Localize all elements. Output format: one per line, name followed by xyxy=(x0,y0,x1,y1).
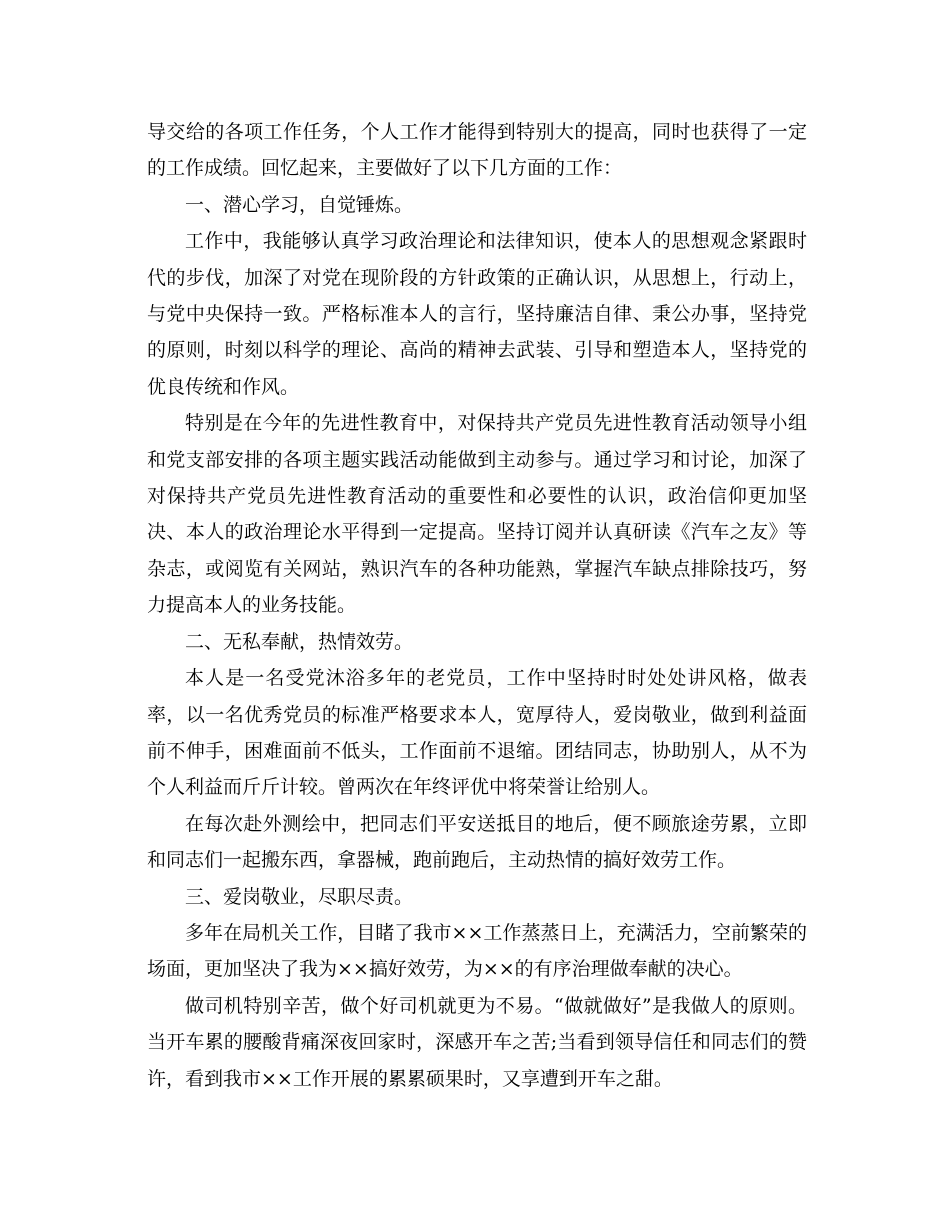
document-body xyxy=(147,114,807,1097)
paragraph-intro: 导交给的各项工作任务，个人工作才能得到特别大的提高，同时也获得了一定的工作成绩。回忆起来，主要做好了以下几方面的工作： xyxy=(147,121,807,180)
paragraph-education: 特别是在今年的先进性教育中，对保持共产党员先进性教育活动领导小组和党支部安排的各项主题实践活动能做到主动参与。通过学习和讨论，加深了对保持共产党员先进性教育活动的重要性和必要性的认识，政治信仰更加坚决、本人的政治理论水平得到一定提高。坚持订阅并认真研读《汽车之友》等杂志，或阅览有关网站，熟识汽车的各种功能熟，掌握汽车缺点排除技巧，努力提高本人的业务技能。 xyxy=(147,412,807,617)
paragraph-party-member: 本人是一名受党沐浴多年的老党员，工作中坚持时时处处讲风格，做表率，以一名优秀党员的标准严格要求本人，宽厚待人，爱岗敬业，做到利益面前不伸手，困难面前不低头，工作面前不退缩。团结同志，协助别人，从不为个人利益而斤斤计较。曾两次在年终评优中将荣誉让给别人。 xyxy=(147,667,807,799)
section-heading-2: 二、无私奉献，热情效劳。 xyxy=(185,630,414,653)
paragraph-driver: 做司机特别辛苦，做个好司机就更为不易。“做就做好”是我做人的原则。当开车累的腰酸背痛深夜回家时，深感开车之苦;当看到领导信任和同志们的赞许，看到我市××工作开展的累累硕果时，又享遭到开车之甜。 xyxy=(147,994,807,1090)
section-heading-3: 三、爱岗敬业，尽职尽责。 xyxy=(185,885,414,908)
section-heading-1: 一、潜心学习，自觉锤炼。 xyxy=(185,193,414,216)
paragraph-field-survey: 在每次赴外测绘中，把同志们平安送抵目的地后，便不顾旅途劳累，立即和同志们一起搬东西，拿器械，跑前跑后，主动热情的搞好效劳工作。 xyxy=(147,812,807,872)
paragraph-office-work: 多年在局机关工作，目睹了我市××工作蒸蒸日上，充满活力，空前繁荣的场面，更加坚决了我为××搞好效劳，为××的有序治理做奉献的决心。 xyxy=(147,921,807,981)
paragraph-study: 工作中，我能够认真学习政治理论和法律知识，使本人的思想观念紧跟时代的步伐，加深了对党在现阶段的方针政策的正确认识，从思想上，行动上，与党中央保持一致。严格标准本人的言行，坚持廉洁自律、秉公办事，坚持党的原则，时刻以科学的理论、高尚的精神去武装、引导和塑造本人，坚持党的优良传统和作风。 xyxy=(147,230,807,398)
